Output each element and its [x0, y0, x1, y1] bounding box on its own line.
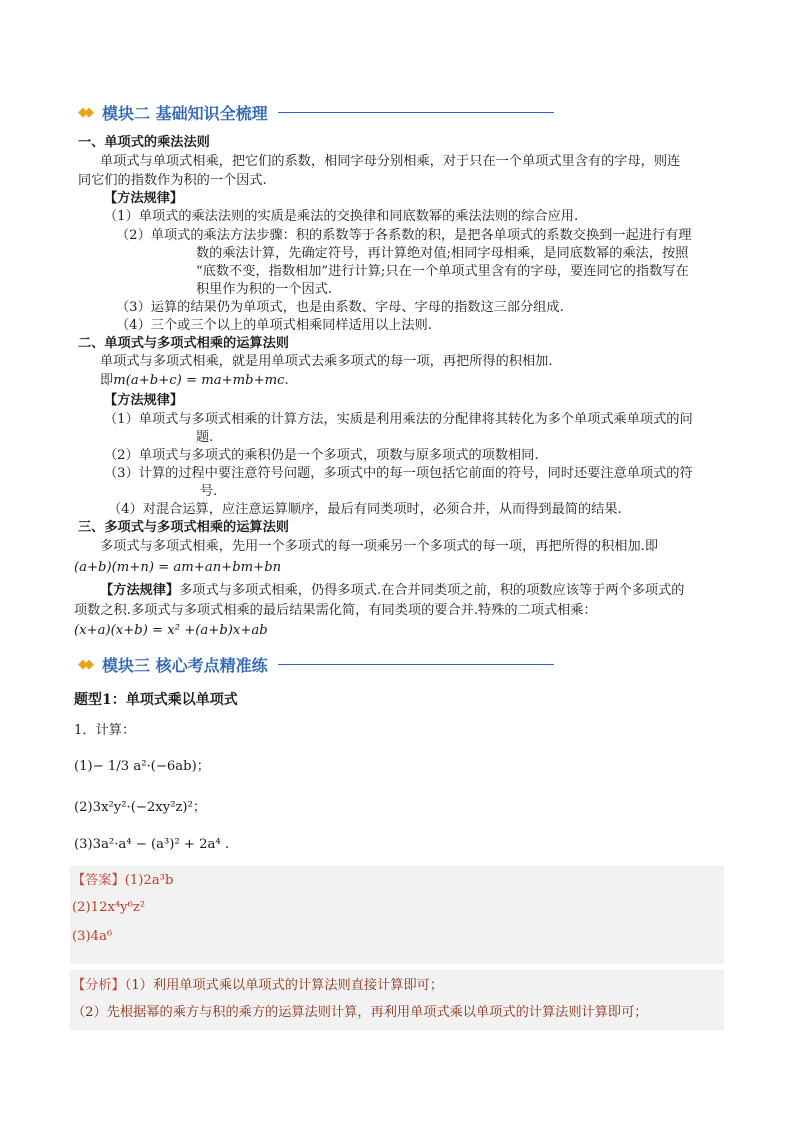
section-heading: 三、多项式与多项式相乘的运算法则 [78, 520, 289, 535]
paragraph: 多项式与多项式相乘，先用一个多项式的每一项乘另一个多项式的每一项，再把所得的积相加.即 [100, 539, 659, 554]
rule-item: （1）单项式的乘法法则的实质是乘法的交换律和同底数幂的乘法法则的综合应用. [104, 209, 579, 224]
analysis-text: （1）利用单项式乘以单项式的计算法则直接计算即可； [124, 978, 444, 993]
diamond-icon: ◆◆ [78, 656, 90, 672]
analysis-text: （2）先根据幂的乘方与积的乘方的运算法则计算，再利用单项式乘以单项式的计算法则计算即可； [72, 1005, 648, 1020]
divider [278, 112, 554, 113]
sub-question: (2)3x²y²·(−2xy²z)²； [74, 800, 207, 815]
rule-item: 题. [196, 430, 214, 445]
rule-item: 数的乘法计算，先确定符号，再计算绝对值;相同字母相乘，是同底数幂的乘法，按照 [196, 246, 689, 261]
rule-item: （3）计算的过程中要注意符号问题，多项式中的每一项包括它前面的符号，同时还要注意单项式的符 [104, 466, 693, 481]
paragraph-text: 多项式与多项式相乘，仍得多项式.在合并同类项之前，积的项数应该等于两个多项式的 [179, 583, 685, 598]
rule-item: “底数不变，指数相加”进行计算;只在一个单项式里含有的字母，要连同它的指数写在 [196, 264, 689, 279]
answer-item: (3)4a⁶ [72, 929, 113, 944]
paragraph: 单项式与单项式相乘，把它们的系数，相同字母分别相乘，对于只在一个单项式里含有的字母，则连 [100, 154, 681, 169]
section-heading: 一、单项式的乘法法则 [78, 135, 210, 150]
question-type-title: 题型1：单项式乘以单项式 [74, 692, 238, 708]
analysis-label: 【分析】 [72, 978, 125, 993]
rule-item: 积里作为积的一个因式. [196, 282, 333, 297]
paragraph: 项数之积.多项式与多项式相乘的最后结果需化简，有同类项的要合并.特殊的二项式相乘： [74, 603, 597, 618]
paragraph: 同它们的指数作为积的一个因式. [78, 173, 267, 188]
module-header-2 [78, 100, 554, 124]
answer-item: (2)12x⁴y⁶z² [72, 900, 146, 915]
divider [278, 664, 554, 665]
method-label: 【方法规律】 [104, 393, 184, 408]
paragraph: 单项式与多项式相乘，就是用单项式去乘多项式的每一项，再把所得的积相加. [100, 354, 553, 369]
method-label: 【方法规律】 [100, 583, 180, 598]
answer-label: 【答案】 [72, 873, 125, 888]
formula: (a+b)(m+n) = am+an+bm+bn [74, 560, 282, 575]
formula: m(a+b+c) = ma+mb+mc [113, 373, 285, 388]
diamond-icon: ◆◆ [78, 104, 90, 120]
rule-item: （2）单项式与多项式的乘积仍是一个多项式，项数与原多项式的项数相同. [104, 448, 539, 463]
formula-prefix: 即 [100, 373, 114, 388]
rule-item: 号. [200, 484, 218, 499]
rule-item: （3）运算的结果仍为单项式，也是由系数、字母、字母的指数这三部分组成. [116, 300, 564, 315]
answer-item: (1)2a³b [124, 873, 174, 888]
module-title: 模块二 基础知识全梳理 [102, 103, 268, 123]
formula-line [100, 372, 289, 390]
formula-end: . [284, 373, 289, 388]
rule-item: （1）单项式与多项式相乘的计算方法，实质是利用乘法的分配律将其转化为多个单项式乘单项式的问 [104, 412, 693, 427]
section-heading: 二、单项式与多项式相乘的运算法则 [78, 336, 289, 351]
module-title: 模块三 核心考点精准练 [102, 655, 268, 675]
paragraph [100, 582, 684, 600]
module-header-3 [78, 652, 554, 676]
sub-question: (3)3a²·a⁴ − (a³)² + 2a⁴ . [74, 837, 230, 852]
rule-item: （2）单项式的乘法方法步骤：积的系数等于各系数的积，是把各单项式的系数交换到一起进行有理 [116, 228, 692, 243]
sub-question: (1)− 1/3 a²·(−6ab)； [74, 759, 210, 774]
rule-item: （4）三个或三个以上的单项式相乘同样适用以上法则. [116, 318, 432, 333]
method-label: 【方法规律】 [104, 191, 184, 206]
analysis-line [72, 977, 443, 995]
formula: (x+a)(x+b) = x² +(a+b)x+ab [74, 623, 268, 638]
answer-line [72, 872, 173, 890]
question-stem: 1．计算： [74, 723, 136, 738]
rule-item: （4）对混合运算，应注意运算顺序，最后有同类项时，必须合并，从而得到最简的结果. [108, 502, 622, 517]
